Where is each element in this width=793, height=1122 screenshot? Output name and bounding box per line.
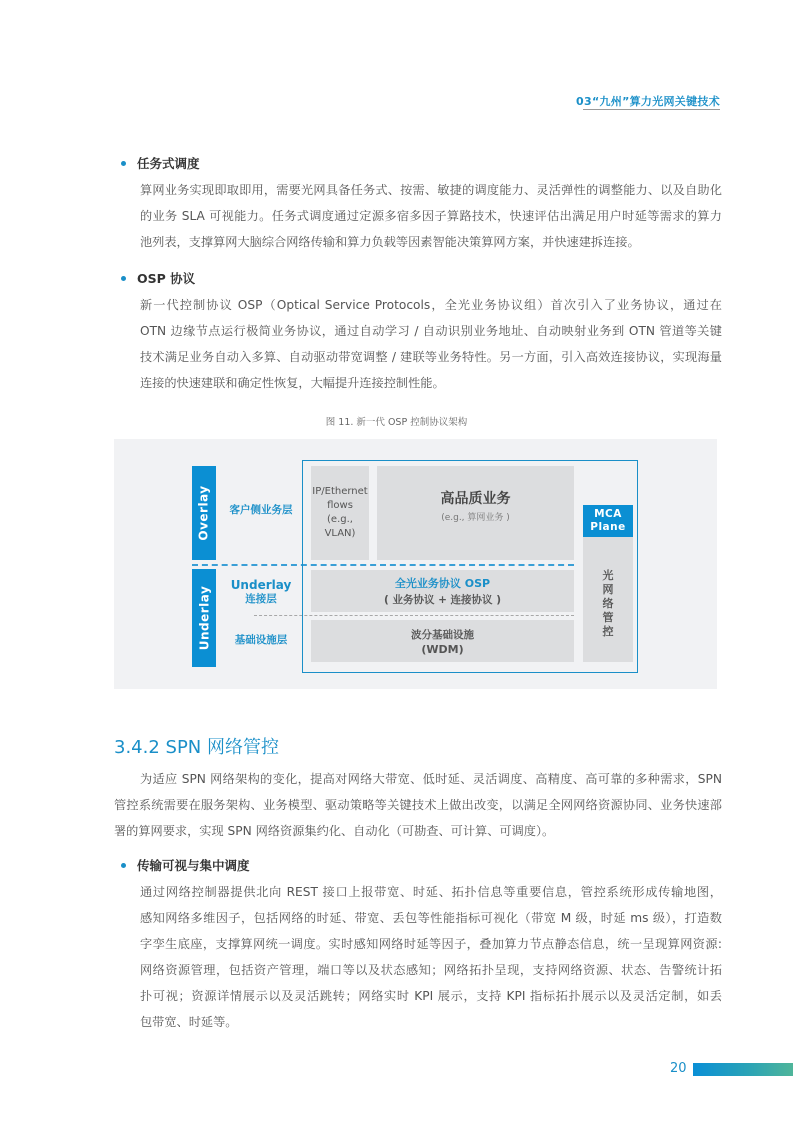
wdm-box-subtitle: (WDM) bbox=[421, 642, 464, 656]
bullet-heading-task-scheduling bbox=[121, 154, 200, 172]
text-line: 技术满足业务自动入多算、自动驱动带宽调整 / 建联等业务特性。另一方面，引入高效连接协议，实现海量 bbox=[140, 350, 722, 364]
mca-label: MCA bbox=[594, 508, 622, 520]
underlay-label-cn: 连接层 bbox=[245, 593, 277, 605]
plane-label: Plane bbox=[590, 521, 626, 533]
ip-box-line: flows bbox=[327, 500, 353, 511]
ip-box-line: IP/Ethernet bbox=[312, 486, 368, 497]
text-line: 的业务 SLA 可视能力。任务式调度通过定源多宿多因子算路技术，快速评估出满足用户时延等需求的算力 bbox=[140, 209, 722, 223]
mca-plane-header bbox=[583, 505, 633, 537]
running-header-title: 03“九州”算力光网关键技术 bbox=[576, 95, 720, 108]
text-line: 字孪生底座，支撑算网统一调度。实时感知网络时延等因子，叠加算力节点静态信息，统一呈现算网资源: bbox=[140, 937, 722, 951]
paragraph-transport-visibility bbox=[140, 879, 722, 1035]
mgmt-char: 光 bbox=[602, 569, 614, 582]
page-number-accent-bar bbox=[693, 1063, 793, 1076]
bullet-heading-text: OSP 协议 bbox=[137, 271, 196, 286]
optical-network-management-column bbox=[583, 537, 633, 662]
paragraph-task-scheduling bbox=[140, 177, 722, 255]
underlay-bar-label: Underlay bbox=[197, 585, 212, 651]
client-layer-label bbox=[220, 499, 302, 521]
underlay-label-en: Underlay bbox=[230, 578, 292, 592]
mgmt-char: 络 bbox=[602, 597, 614, 610]
text-line: 管控系统需要在服务架构、业务模型、驱动策略等关键技术上做出改变，以满足全网网络资源协同、业务快速部 bbox=[114, 798, 722, 812]
client-layer-text: 客户侧业务层 bbox=[229, 504, 293, 516]
high-quality-service-box bbox=[377, 466, 574, 560]
overlay-bar-label: Overlay bbox=[197, 485, 211, 541]
wdm-box-title: 波分基础设施 bbox=[411, 628, 474, 641]
wdm-infrastructure-box bbox=[311, 620, 574, 662]
high-quality-service-title: 高品质业务 bbox=[440, 490, 511, 507]
overlay-bar bbox=[192, 466, 216, 560]
text-line: 为适应 SPN 网络架构的变化，提高对网络大带宽、低时延、灵活调度、高精度、高可靠的多种需求，SPN bbox=[140, 772, 722, 786]
text-line: 网络资源管理，包括资产管理，端口等以及状态感知；网络拓扑呈现，支持网络资源、状态、告警统计拓 bbox=[140, 963, 722, 977]
underlay-connection-layer-label bbox=[220, 575, 302, 609]
osp-box-subtitle: ( 业务协议 + 连接协议 ) bbox=[383, 594, 502, 606]
infrastructure-layer-label bbox=[220, 629, 302, 651]
mgmt-char: 控 bbox=[602, 625, 614, 638]
bullet-dot-icon bbox=[121, 863, 126, 868]
figure-caption: 图 11. 新一代 OSP 控制协议架构 bbox=[325, 417, 468, 428]
text-line: OTN 边缘节点运行极简业务协议，通过自动学习 / 自动识别业务地址、自动映射业务到 OTN 管道等关键 bbox=[140, 324, 722, 338]
text-line: 连接的快速建联和确定性恢复，大幅提升连接控制性能。 bbox=[140, 376, 445, 390]
bullet-heading-osp-protocol bbox=[121, 269, 195, 287]
paragraph-osp-protocol bbox=[140, 292, 722, 396]
text-line: 通过网络控制器提供北向 REST 接口上报带宽、时延、拓扑信息等重要信息，管控系统形成传输地图， bbox=[140, 885, 722, 899]
ip-ethernet-flows-box bbox=[311, 466, 369, 560]
bullet-heading-transport-visibility bbox=[121, 856, 250, 874]
osp-box-title: 全光业务协议 OSP bbox=[394, 577, 491, 590]
text-line: 包带宽、时延等。 bbox=[140, 1015, 238, 1029]
text-line: 新一代控制协议 OSP（Optical Service Protocols，全光业务协议组）首次引入了业务协议，通过在 bbox=[140, 298, 722, 312]
paragraph-spn-intro bbox=[114, 766, 722, 844]
page-number: 20 bbox=[670, 1061, 687, 1076]
mgmt-char: 网 bbox=[602, 583, 614, 596]
section-title-3-4-2: 3.4.2 SPN 网络管控 bbox=[114, 737, 279, 758]
bullet-heading-text: 传输可视与集中调度 bbox=[137, 858, 250, 873]
mgmt-char: 管 bbox=[602, 611, 614, 624]
header-divider bbox=[583, 109, 720, 110]
text-line: 感知网络多维因子，包括网络的时延、带宽、丢包等性能指标可视化（带宽 M 级，时延 ms 级），打造数 bbox=[140, 911, 722, 925]
osp-protocol-box bbox=[311, 570, 574, 612]
bullet-dot-icon bbox=[121, 161, 126, 166]
bullet-dot-icon bbox=[121, 276, 126, 281]
bullet-heading-text: 任务式调度 bbox=[137, 156, 200, 171]
text-line: 池列表，支撑算网大脑综合网络传输和算力负载等因素智能决策算网方案，并快速建拆连接。 bbox=[140, 235, 640, 249]
osp-architecture-diagram bbox=[114, 439, 717, 689]
high-quality-service-subtitle: (e.g., 算网业务 ) bbox=[441, 512, 510, 523]
text-line: 扑可视；资源详情展示以及灵活跳转；网络实时 KPI 展示，支持 KPI 指标拓扑展示以及灵活定制，如丢 bbox=[140, 989, 722, 1003]
infrastructure-layer-text: 基础设施层 bbox=[234, 634, 288, 646]
text-line: 署的算网要求，实现 SPN 网络资源集约化、自动化（可勘查、可计算、可调度）。 bbox=[114, 824, 555, 838]
ip-box-line: (e.g., bbox=[327, 514, 353, 525]
underlay-bar bbox=[192, 569, 216, 667]
text-line: 算网业务实现即取即用，需要光网具备任务式、按需、敏捷的调度能力、灵活弹性的调整能力、以及自助化 bbox=[140, 183, 722, 197]
ip-box-line: VLAN) bbox=[324, 528, 356, 539]
